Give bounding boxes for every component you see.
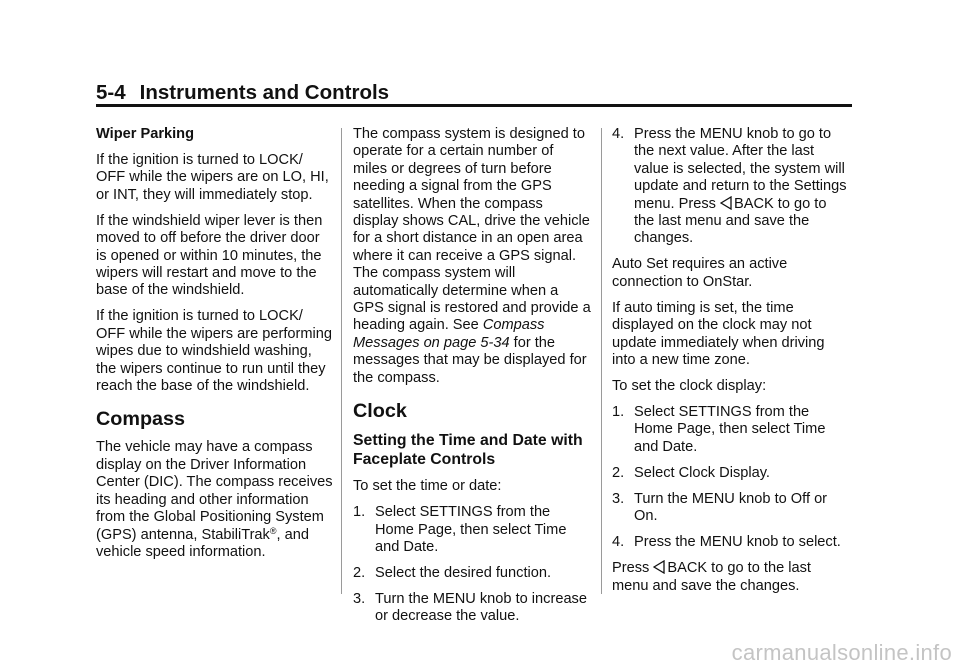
step-4-list <box>612 126 850 248</box>
auto-timing-paragraph: If auto timing is set, the time displayed on the clock may not update immediately when driving into a new time zone. <box>612 299 825 369</box>
clock-display-intro: To set the clock display: <box>612 378 767 395</box>
auto-set-paragraph: Auto Set requires an active connection to OnStar. <box>612 256 788 290</box>
step-number: 3. <box>353 590 366 607</box>
step-number: 1. <box>353 504 366 521</box>
step-text: Select SETTINGS from the Home Page, then select Time and Date. <box>375 504 567 555</box>
header-rule <box>96 104 852 107</box>
compass-p2-text-b: for the messages that may be displayed for the compass. <box>353 334 587 386</box>
step-number: 4. <box>612 126 625 142</box>
watermark: carmanualsonline.info <box>731 640 952 665</box>
faceplate-controls-heading: Setting the Time and Date with Faceplate Controls <box>353 432 583 469</box>
column-2 <box>353 126 591 634</box>
step-text-b: BACK to go to the last menu and save the changes. <box>634 195 827 247</box>
compass-messages-link[interactable]: Compass Messages on page 5-34 <box>353 317 545 351</box>
compass-paragraph-2 <box>353 126 591 387</box>
column-3 <box>612 126 850 604</box>
list-item <box>612 534 850 551</box>
step-text: Select SETTINGS from the Home Page, then select Time and Date. <box>634 404 826 455</box>
back-triangle-icon <box>653 560 665 574</box>
compass-text-b: , and vehicle speed information. <box>96 526 309 560</box>
column-divider <box>601 128 602 594</box>
step-text: Select the desired function. <box>375 564 552 581</box>
final-text-b: BACK to go to the last menu and save the changes. <box>612 560 811 594</box>
list-item <box>353 504 591 556</box>
final-paragraph <box>612 560 850 595</box>
list-item <box>612 404 850 456</box>
step-text: Select Clock Display. <box>634 464 770 481</box>
step-number: 2. <box>612 464 625 481</box>
clock-display-steps <box>612 404 850 552</box>
wiper-paragraph-3: If the ignition is turned to LOCK/ OFF while the wipers are performing wipes due to windshield washing, the wipers continue to run until they reach the base of the windshield. <box>96 308 333 395</box>
page-number: 5-4 <box>96 81 126 104</box>
step-number: 1. <box>612 404 625 421</box>
wiper-paragraph-2: If the windshield wiper lever is then moved to off before the driver door is opened or within 10 minutes, the wipers will restart and move to the base of the windshield. <box>96 212 323 299</box>
step-text: Turn the MENU knob to increase or decrease the value. <box>375 590 587 625</box>
step-number: 4. <box>612 534 625 551</box>
wiper-paragraph-1: If the ignition is turned to LOCK/ OFF while the wipers are on LO, HI, or INT, they will immediately stop. <box>96 152 329 203</box>
compass-p2-text-a: The compass system is designed to operate for a certain number of miles or degrees of turn before needing a signal from the GPS satellites. When the compass display shows CAL, drive the vehicle for a short distance in an open area where it can receive a GPS signal. The compass system will automatically determine when a GPS signal is restored and provide a heading again. See <box>353 126 591 334</box>
step-text: Press the MENU knob to select. <box>634 534 841 551</box>
list-item <box>612 126 850 248</box>
step-text-a: Press the MENU knob to go to the next value. After the last value is selected, the system will update and return to the Settings menu. Press <box>634 126 847 212</box>
step-number: 3. <box>612 490 625 507</box>
final-text-a: Press <box>612 560 654 577</box>
compass-paragraph-1 <box>96 439 334 561</box>
column-divider <box>341 128 342 594</box>
wiper-parking-heading: Wiper Parking <box>96 126 194 142</box>
step-number: 2. <box>353 564 366 581</box>
list-item <box>612 465 850 482</box>
back-triangle-icon <box>720 196 732 210</box>
time-date-intro: To set the time or date: <box>353 478 502 495</box>
compass-heading: Compass <box>96 408 186 431</box>
registered-mark: ® <box>269 525 277 536</box>
clock-heading: Clock <box>353 400 407 423</box>
list-item <box>612 491 850 526</box>
compass-text-a: The vehicle may have a compass display on the Driver Information Center (DIC). The compass receives its heading and other information from the Global Positioning System (GPS) antenna, StabiliTrak <box>96 439 333 543</box>
section-title: Instruments and Controls <box>139 81 390 104</box>
list-item <box>353 591 591 626</box>
time-date-steps <box>353 504 591 626</box>
step-text: Turn the MENU knob to Off or On. <box>634 490 828 525</box>
list-item <box>353 565 591 582</box>
column-1 <box>96 126 334 570</box>
page-header <box>96 80 852 106</box>
